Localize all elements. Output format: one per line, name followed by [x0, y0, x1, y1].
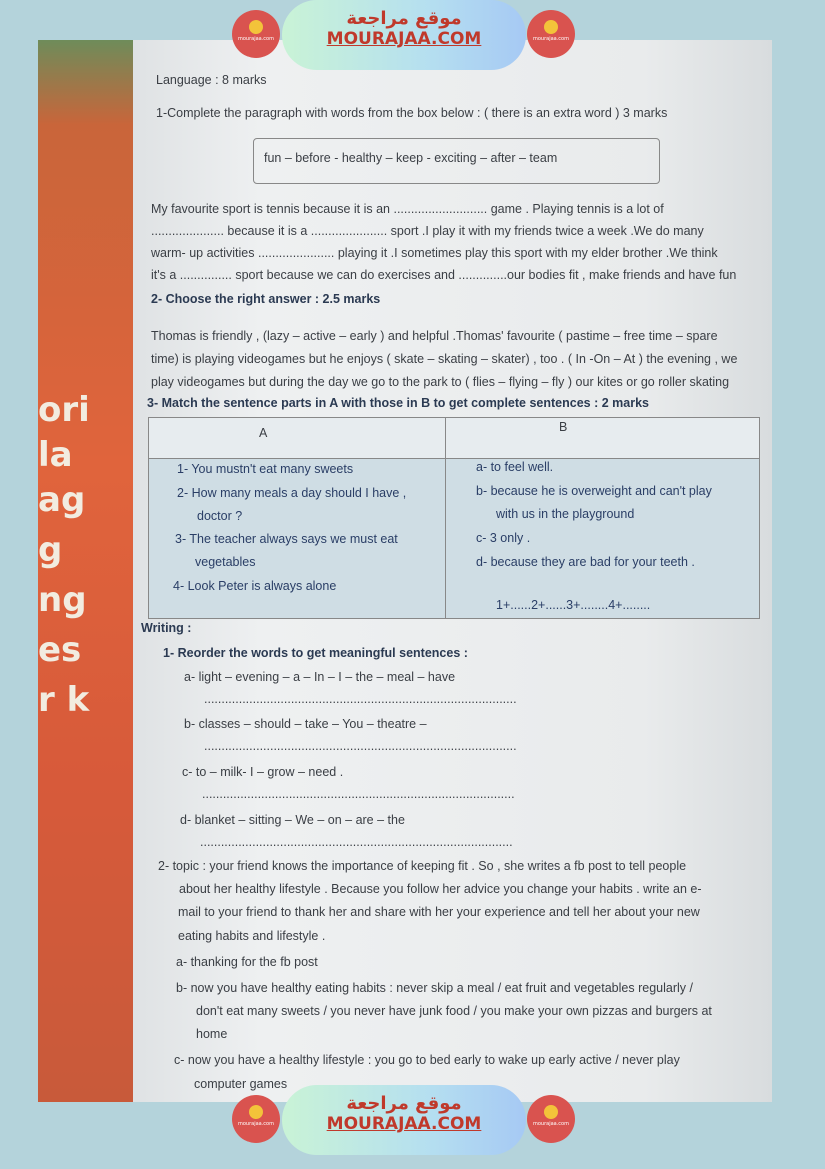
- top-banner: [0, 0, 825, 70]
- w2-line: 2- topic : your friend knows the importance of keeping fit . So , she writes a fb post to tell people: [158, 859, 687, 873]
- w2-item: home: [196, 1027, 228, 1041]
- site-name[interactable]: MOURAJAA.COM: [326, 29, 482, 49]
- answer-line: ..........................................................................................: [202, 787, 515, 801]
- book-cover: [38, 40, 148, 1102]
- answer-line: ..........................................................................................: [204, 692, 517, 706]
- match-table: [148, 417, 760, 619]
- document-photo: [38, 40, 772, 1102]
- site-link[interactable]: [282, 0, 526, 70]
- site-name[interactable]: MOURAJAA.COM: [326, 1114, 482, 1134]
- b-item: with us in the playground: [496, 507, 635, 521]
- b-item: b- because he is overweight and can't play: [476, 484, 712, 498]
- w1-title: 1- Reorder the words to get meaningful sentences :: [163, 646, 468, 660]
- q3-title: 3- Match the sentence parts in A with those in B to get complete sentences : 2 marks: [147, 396, 649, 410]
- w1-item: c- to – milk- I – grow – need .: [182, 765, 344, 779]
- language-title: Language : 8 marks: [156, 73, 267, 87]
- w2-item: c- now you have a healthy lifestyle : you go to bed early to wake up early active / never play: [174, 1053, 680, 1067]
- spine-text: ori: [38, 390, 90, 430]
- b-item: d- because they are bad for your teeth .: [476, 555, 695, 569]
- bottom-banner: [0, 1085, 825, 1155]
- site-name-arabic: موقع مراجعة: [346, 8, 462, 29]
- w1-item: a- light – evening – a – In – I – the – meal – have: [184, 670, 456, 684]
- writing-title: Writing :: [141, 621, 192, 635]
- site-logo-icon: mourajaa.com: [232, 10, 280, 58]
- word-box-text: fun – before - healthy – keep - exciting – after – team: [264, 151, 558, 165]
- a-item: 3- The teacher always says we must eat: [175, 532, 398, 546]
- a-item: vegetables: [195, 555, 256, 569]
- q1-line: warm- up activities ...................... playing it .I sometimes play this sport with my elder brother .We think: [151, 246, 718, 260]
- q1-line: it's a ............... sport because we can do exercises and ..............our bodies fit , make friends and have fun: [151, 268, 737, 282]
- answer-line: ..........................................................................................: [200, 835, 513, 849]
- w2-line: eating habits and lifestyle .: [178, 929, 326, 943]
- word-box: [253, 138, 660, 184]
- q1-title: 1-Complete the paragraph with words from the box below : ( there is an extra word ) 3 marks: [156, 106, 668, 120]
- a-item: doctor ?: [197, 509, 243, 523]
- w1-item: d- blanket – sitting – We – on – are – the: [180, 813, 405, 827]
- a-item: 2- How many meals a day should I have ,: [177, 486, 407, 500]
- q2-line: Thomas is friendly , (lazy – active – early ) and helpful .Thomas' favourite ( pastime – free time – spare: [151, 329, 718, 343]
- col-b-header: B: [559, 420, 568, 434]
- q1-line: ..................... because it is a ...................... sport .I play it with my friends twice a week .We do many: [151, 224, 704, 238]
- spine-text: r k: [38, 680, 90, 720]
- site-logo-icon: mourajaa.com: [527, 10, 575, 58]
- spine-text: la: [38, 435, 73, 475]
- spine-text: es: [38, 630, 82, 670]
- answer-line: 1+......2+......3+........4+........: [496, 598, 651, 612]
- b-item: c- 3 only .: [476, 531, 531, 545]
- spine-text: ag: [38, 480, 86, 520]
- a-item: 4- Look Peter is always alone: [173, 579, 337, 593]
- answer-line: ..........................................................................................: [204, 739, 517, 753]
- spine-text: g: [38, 530, 63, 570]
- q1-line: My favourite sport is tennis because it is an ........................... game . Playing tennis is a lot of: [151, 202, 664, 216]
- w2-item: don't eat many sweets / you never have junk food / you make your own pizzas and burgers at: [196, 1004, 712, 1018]
- w2-line: about her healthy lifestyle . Because you follow her advice you change your habits . write an e-: [179, 882, 702, 896]
- w2-line: mail to your friend to thank her and share with her your experience and tell her about your new: [178, 905, 700, 919]
- q2-title: 2- Choose the right answer : 2.5 marks: [151, 292, 381, 306]
- site-logo-icon: mourajaa.com: [232, 1095, 280, 1143]
- a-item: 1- You mustn't eat many sweets: [177, 462, 354, 476]
- w1-item: b- classes – should – take – You – theatre –: [184, 717, 427, 731]
- w2-item: computer games: [194, 1077, 288, 1091]
- q2-line: play videogames but during the day we go to the park to ( flies – flying – fly ) our kites or go roller skating: [151, 375, 730, 389]
- site-link[interactable]: [282, 1085, 526, 1155]
- site-logo-icon: mourajaa.com: [527, 1095, 575, 1143]
- b-item: a- to feel well.: [476, 460, 554, 474]
- spine-text: ng: [38, 580, 87, 620]
- site-name-arabic: موقع مراجعة: [346, 1093, 462, 1114]
- w2-item: b- now you have healthy eating habits : never skip a meal / eat fruit and vegetables regularly /: [176, 981, 693, 995]
- q2-line: time) is playing videogames but he enjoys ( skate – skating – skater) , too . ( In -On – At ) the evening , we: [151, 352, 738, 366]
- w2-item: a- thanking for the fb post: [176, 955, 318, 969]
- col-a-header: A: [259, 426, 268, 440]
